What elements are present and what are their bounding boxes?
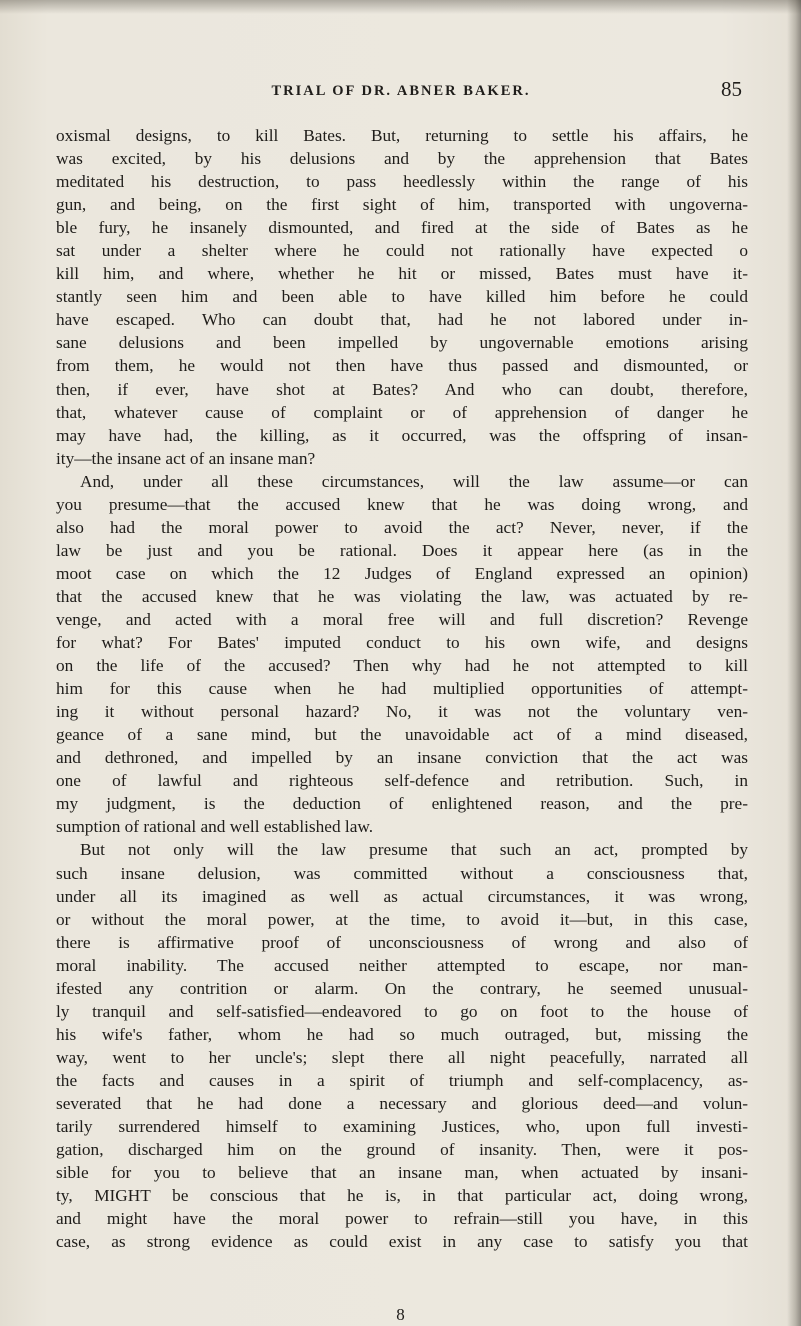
text-line: But not only will the law presume that such an act, prompted by (80, 840, 748, 860)
text-line: ity—the insane act of an insane man? (56, 448, 316, 468)
running-head: TRIAL OF DR. ABNER BAKER. (271, 83, 531, 99)
text-line: tarily surrendered himself to examining Justices, who, upon full investi- (56, 1117, 748, 1137)
text-line: for what? For Bates' imputed conduct to his own wife, and designs (56, 633, 748, 653)
text-line: ble fury, he insanely dismounted, and fired at the side of Bates as he (56, 218, 748, 238)
text-line: venge, and acted with a moral free will and full discretion? Revenge (56, 609, 748, 629)
text-line: case, as strong evidence as could exist in any case to satisfy you that (56, 1232, 748, 1252)
text-line: moot case on which the 12 Judges of England expressed an opinion) (56, 563, 748, 583)
text-line: meditated his destruction, to pass heedlessly within the range of his (56, 172, 748, 192)
text-line: law be just and you be rational. Does it appear here (as in the (56, 540, 748, 560)
text-line: such insane delusion, was committed without a consciousness that, (56, 863, 748, 883)
page-binding-shadow (787, 0, 801, 1326)
text-line: the facts and causes in a spirit of triumph and self-complacency, as- (56, 1070, 748, 1090)
text-line: moral inability. The accused neither attempted to escape, nor man- (56, 955, 748, 975)
text-line: him for this cause when he had multiplied opportunities of attempt- (56, 679, 748, 699)
text-line: geance of a sane mind, but the unavoidable act of a mind diseased, (56, 725, 748, 745)
text-line: gation, discharged him on the ground of insanity. Then, were it pos- (56, 1140, 748, 1160)
text-line: was excited, by his delusions and by the apprehension that Bates (56, 149, 748, 169)
text-line: under all its imagined as well as actual circumstances, it was wrong, (56, 886, 748, 906)
text-line: stantly seen him and been able to have killed him before he could (56, 287, 748, 307)
text-line: sible for you to believe that an insane man, when actuated by insani- (56, 1163, 748, 1183)
text-line: on the life of the accused? Then why had he not attempted to kill (56, 656, 748, 676)
text-line: one of lawful and righteous self-defence and retribution. Such, in (56, 771, 748, 791)
text-line: may have had, the killing, as it occurred, was the offspring of insan- (56, 425, 748, 445)
text-line: sumption of rational and well established law. (56, 817, 374, 837)
page-top-shadow (0, 0, 801, 14)
text-line: ly tranquil and self-satisfied—endeavored to go on foot to the house of (56, 1001, 748, 1021)
text-line: gun, and being, on the first sight of him, transported with ungoverna- (56, 195, 748, 215)
text-line: have escaped. Who can doubt that, had he not labored under in- (56, 310, 748, 330)
text-line: way, went to her uncle's; slept there all night peacefully, narrated all (56, 1047, 748, 1067)
text-line: ty, MIGHT be conscious that he is, in that particular act, doing wrong, (56, 1186, 748, 1206)
text-line: there is affirmative proof of unconsciousness of wrong and also of (56, 932, 748, 952)
text-line: ing it without personal hazard? No, it was not the voluntary ven- (56, 702, 748, 722)
text-line: his wife's father, whom he had so much outraged, but, missing the (56, 1024, 748, 1044)
text-line: and dethroned, and impelled by an insane conviction that the act was (56, 748, 748, 768)
text-line: ifested any contrition or alarm. On the contrary, he seemed unusual- (56, 978, 748, 998)
text-line: from them, he would not then have thus passed and dismounted, or (56, 356, 748, 376)
text-line: you presume—that the accused knew that he was doing wrong, and (56, 494, 748, 514)
text-line: And, under all these circumstances, will the law assume—or can (80, 471, 748, 491)
text-line: and might have the moral power to refrain—still you have, in this (56, 1209, 748, 1229)
text-line: also had the moral power to avoid the act? Never, never, if the (56, 517, 748, 537)
page-header (56, 77, 746, 113)
text-line: sane delusions and been impelled by ungovernable emotions arising (56, 333, 748, 353)
text-line: oxismal designs, to kill Bates. But, returning to settle his affairs, he (56, 126, 748, 145)
text-line: kill him, and where, whether he hit or missed, Bates must have it- (56, 264, 748, 284)
text-line: that the accused knew that he was violating the law, was actuated by re- (56, 586, 748, 606)
text-line: severated that he had done a necessary and glorious deed—and volun- (56, 1093, 748, 1113)
text-line: that, whatever cause of complaint or of apprehension of danger he (56, 402, 748, 422)
signature-mark: 8 (396, 1305, 405, 1324)
text-line: or without the moral power, at the time, to avoid it—but, in this case, (56, 909, 748, 929)
body-text (56, 124, 748, 1253)
text-line: sat under a shelter where he could not rationally have expected o (56, 241, 748, 261)
text-line: my judgment, is the deduction of enlightened reason, and the pre- (56, 794, 748, 814)
text-line: then, if ever, have shot at Bates? And who can doubt, therefore, (56, 379, 748, 399)
page-number: 85 (721, 77, 742, 101)
